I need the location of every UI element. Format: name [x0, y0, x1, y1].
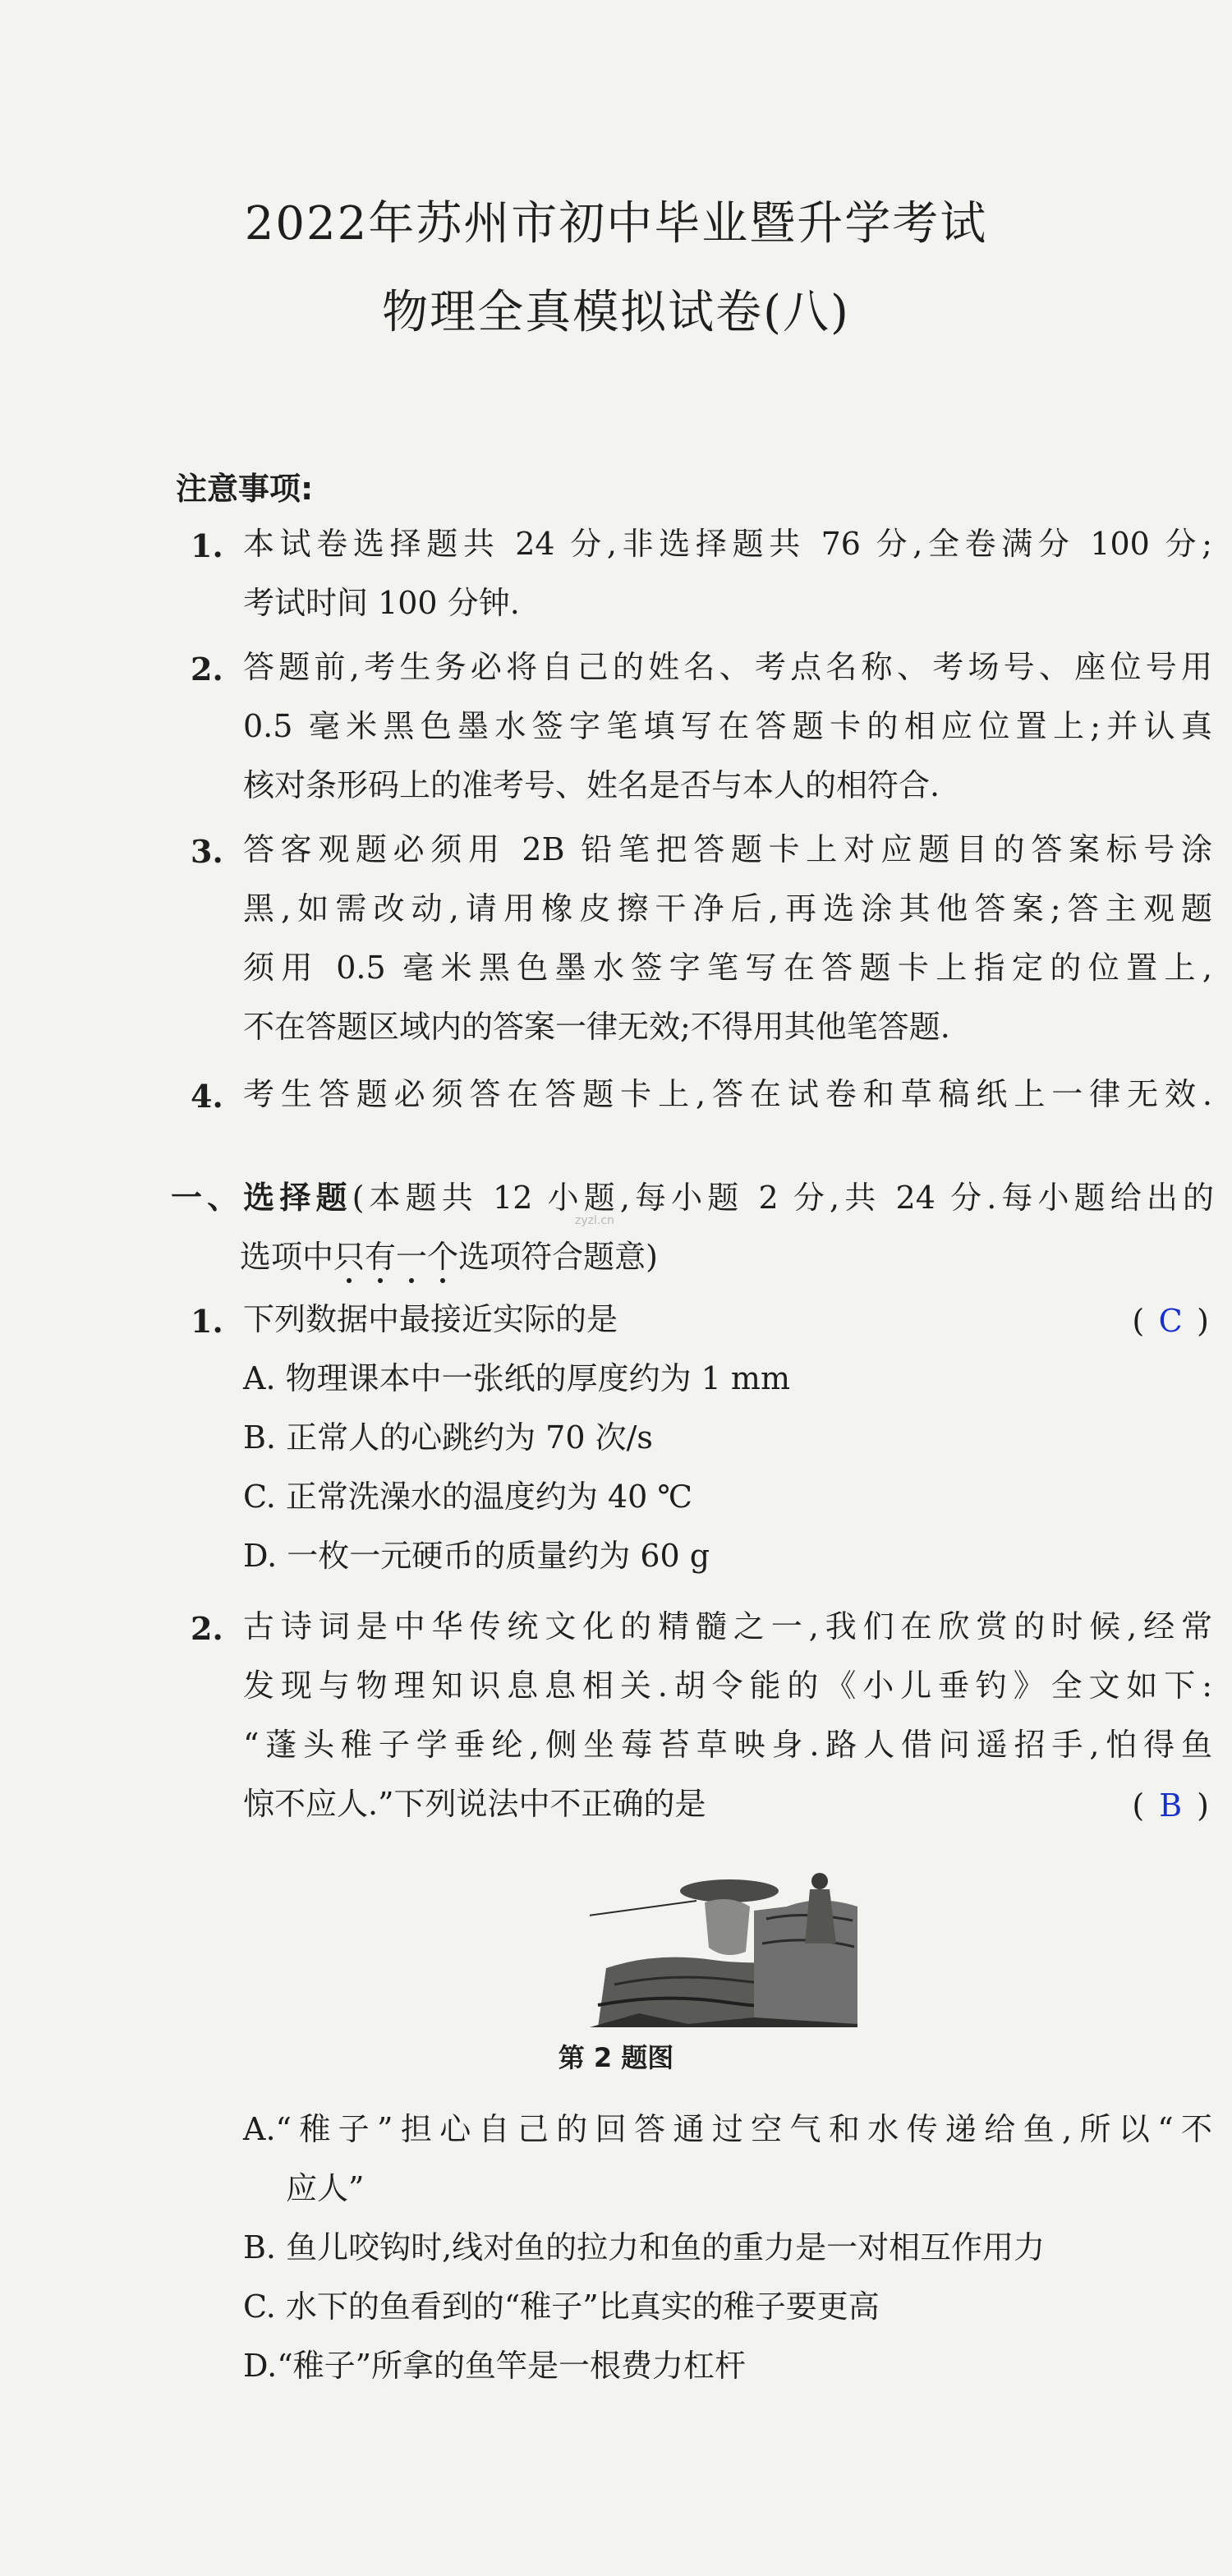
- emphasis-char: 只: [333, 1227, 365, 1286]
- watermark: zyzl.cn: [575, 1214, 614, 1227]
- text-line: 惊不应人.”下列说法中不正确的是: [243, 1786, 706, 1822]
- notice-item-text: [243, 514, 1212, 632]
- section-line-1: [171, 1168, 1214, 1227]
- answer-box: [1132, 1787, 1209, 1824]
- option-b: B. 鱼儿咬钩时,线对鱼的拉力和鱼的重力是一对相互作用力: [243, 2229, 1046, 2266]
- answer-letter: C: [1158, 1303, 1183, 1339]
- notice-item-number: 1.: [191, 527, 223, 564]
- emphasis-char: 有: [365, 1227, 396, 1286]
- section-text: 选项中: [240, 1239, 334, 1275]
- section-title: 一、选择题: [171, 1179, 352, 1216]
- section-text: 选项符合题意): [458, 1239, 658, 1275]
- notice-item-number: 4.: [191, 1078, 223, 1115]
- option-a: A.“稚子”担心自己的回答通过空气和水传递给鱼,所以“不: [243, 2111, 1212, 2147]
- section-description: (本题共 12 小题,每小题 2 分,共 24 分.每小题给出的: [352, 1180, 1214, 1216]
- notice-heading: 注意事项:: [176, 471, 314, 507]
- text-line: 本试卷选择题共 24 分,非选择题共 76 分,全卷满分 100 分;: [243, 526, 1212, 562]
- question-number: 2.: [191, 1610, 223, 1647]
- fishing-child-illustration: [590, 1861, 857, 2027]
- text-line: 古诗词是中华传统文化的精髓之一,我们在欣赏的时候,经常: [243, 1608, 1212, 1644]
- paren-close: ): [1197, 1303, 1209, 1339]
- question-options: [243, 1349, 1212, 1585]
- answer-letter: B: [1159, 1787, 1183, 1824]
- figure-caption: 第 2 题图: [558, 2042, 674, 2073]
- emphasis-char: 个: [427, 1227, 458, 1286]
- notice-item-text: [243, 637, 1212, 815]
- option-c: C. 水下的鱼看到的“稚子”比真实的稚子要更高: [243, 2288, 880, 2325]
- text-line: “蓬头稚子学垂纶,侧坐莓苔草映身.路人借问遥招手,怕得鱼: [243, 1727, 1212, 1763]
- section-line-2: [171, 1227, 1214, 1286]
- option-a: A. 物理课本中一张纸的厚度约为 1 mm: [243, 1360, 791, 1396]
- section-heading: [171, 1168, 1214, 1286]
- question-stem: [243, 1290, 1212, 1349]
- paren-close: ): [1197, 1787, 1209, 1824]
- answer-box: [1132, 1303, 1209, 1339]
- paren-open: (: [1132, 1787, 1145, 1824]
- text-line: 答客观题必须用 2B 铅笔把答题卡上对应题目的答案标号涂: [243, 831, 1212, 867]
- question-options: [243, 2100, 1212, 2395]
- text-line: 考试时间 100 分钟.: [243, 585, 520, 621]
- option-a-continued: 应人”: [286, 2170, 365, 2206]
- notice-item-text: [243, 1065, 1212, 1124]
- text-line: 发现与物理知识息息相关.胡令能的《小儿垂钓》全文如下:: [243, 1668, 1212, 1704]
- text-line: 须用 0.5 毫米黑色墨水签字笔写在答题卡上指定的位置上,: [243, 950, 1212, 986]
- question-number: 1.: [191, 1303, 223, 1340]
- text-line: 不在答题区域内的答案一律无效;不得用其他笔答题.: [243, 1009, 950, 1045]
- text-line: 答题前,考生务必将自己的姓名、考点名称、考场号、座位号用: [243, 649, 1212, 685]
- text-line: 0.5 毫米黑色墨水签字笔填写在答题卡的相应位置上;并认真: [243, 708, 1212, 744]
- option-d: D.“稚子”所拿的鱼竿是一根费力杠杆: [243, 2348, 747, 2384]
- text-line: 考生答题必须答在答题卡上,答在试卷和草稿纸上一律无效.: [243, 1076, 1212, 1112]
- question-stem: [243, 1597, 1212, 1833]
- exam-title: 2022年苏州市初中毕业暨升学考试: [244, 197, 988, 251]
- paren-open: (: [1132, 1303, 1145, 1339]
- exam-subtitle: 物理全真模拟试卷(八): [382, 286, 850, 339]
- text-line: 下列数据中最接近实际的是: [243, 1301, 618, 1337]
- text-line: 黑,如需改动,请用橡皮擦干净后,再选涂其他答案;答主观题: [243, 890, 1212, 927]
- emphasis-char: 一: [396, 1227, 427, 1286]
- notice-item-text: [243, 820, 1212, 1056]
- option-d: D. 一枚一元硬币的质量约为 60 g: [243, 1538, 710, 1574]
- notice-item-number: 3.: [191, 833, 223, 870]
- option-c: C. 正常洗澡水的温度约为 40 ℃: [243, 1479, 692, 1515]
- option-b: B. 正常人的心跳约为 70 次/s: [243, 1419, 653, 1456]
- text-line: 核对条形码上的准考号、姓名是否与本人的相符合.: [243, 767, 940, 803]
- notice-item-number: 2.: [191, 651, 223, 688]
